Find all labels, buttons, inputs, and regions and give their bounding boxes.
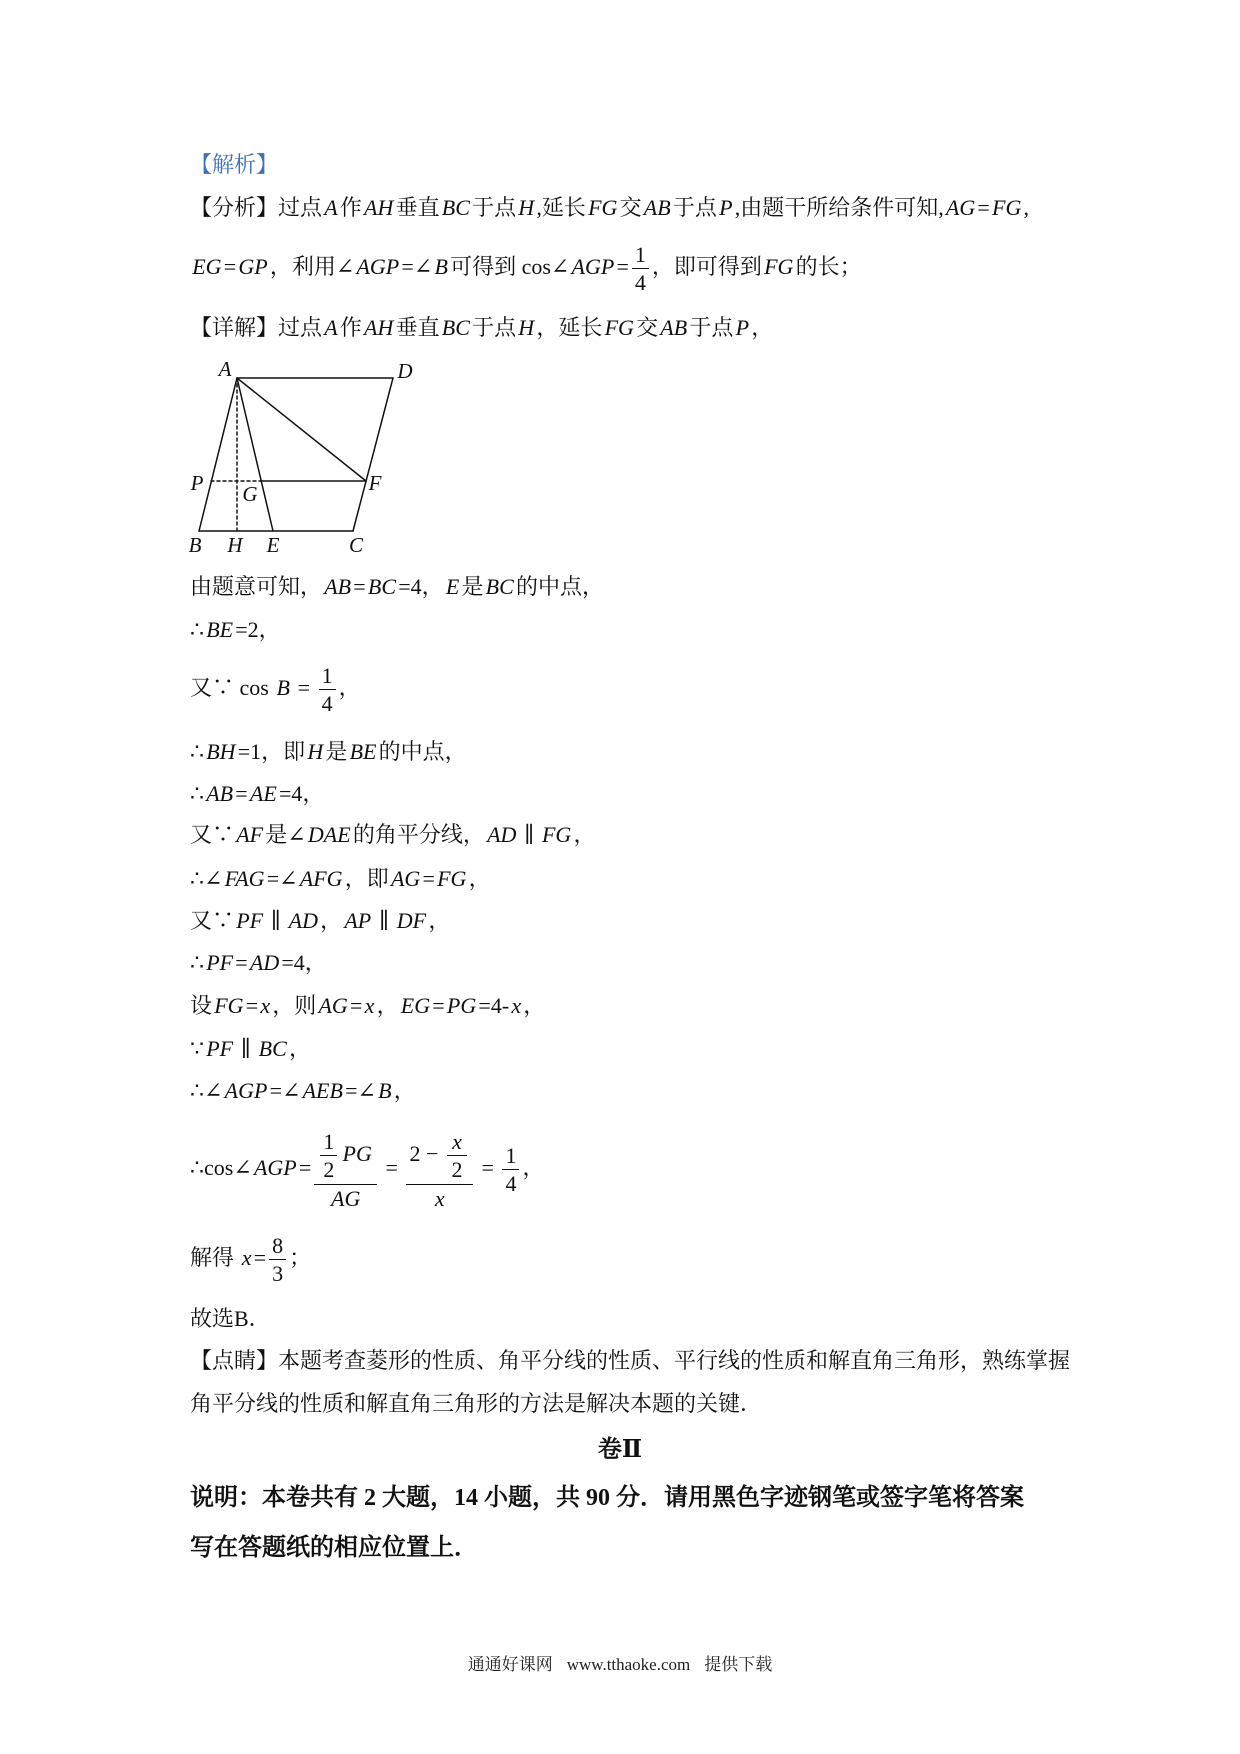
text-run: 作 [339, 195, 362, 220]
text-run: 解得 [190, 1244, 240, 1270]
text-run: ， [522, 1154, 545, 1180]
solution-step-14 [190, 1233, 311, 1287]
math-variable: AG [331, 1185, 361, 1211]
text-run: 又∵ [190, 822, 235, 847]
text-run: =∠ [345, 1078, 376, 1103]
math-variable: AG [318, 993, 348, 1018]
fraction-denominator [447, 1156, 467, 1182]
text-run: 1 [321, 663, 333, 688]
point-label-h: H [227, 533, 243, 557]
text-run: =4， [281, 950, 327, 975]
text-run: ∥ [373, 908, 395, 933]
math-variable: PG [446, 993, 477, 1018]
fraction-denominator [319, 690, 336, 716]
fraction [406, 1129, 473, 1211]
text-run: ∴∠ [190, 1078, 223, 1103]
math-variable: AB [660, 315, 688, 340]
fraction-denominator [502, 1170, 519, 1196]
text-run: 由题意可知， [190, 574, 323, 599]
math-variable: x [434, 1185, 445, 1211]
point-label-f: F [368, 471, 382, 495]
fraction-denominator [632, 269, 649, 295]
math-variable: AH [364, 315, 394, 340]
math-variable: AB [324, 574, 352, 599]
text-run: ， [751, 315, 774, 340]
math-variable: EG [400, 993, 431, 1018]
math-variable: AD [288, 908, 318, 933]
instructions-line-2: 写在答题纸的相应位置上． [190, 1535, 478, 1561]
point-label-a: A [218, 357, 232, 381]
fraction [447, 1129, 467, 1183]
math-variable: PG [342, 1140, 372, 1166]
math-variable: P [735, 315, 750, 340]
text-run: 1 [634, 242, 646, 267]
math-variable: AG [945, 195, 976, 220]
text-run: 又∵ [190, 908, 235, 933]
text-run: = [292, 674, 316, 700]
text-run: ∴∠ [190, 866, 223, 891]
fraction-numerator [320, 1129, 337, 1156]
part-title: 卷Ⅱ [597, 1437, 643, 1463]
text-run: 是∠ [265, 822, 306, 847]
solution-step-6 [190, 819, 595, 851]
text-run: ∴ [190, 781, 204, 806]
math-variable: FAG [224, 866, 265, 891]
text-run: ∴ [190, 617, 204, 642]
text-run: 于点 [472, 315, 517, 340]
text-run: 3 [272, 1261, 284, 1287]
geometry-figure [180, 355, 420, 560]
text-run: 交 [636, 315, 659, 340]
math-variable: BC [367, 574, 397, 599]
text-run: ，则 [272, 993, 317, 1018]
text-run: 【分析】过点 [190, 195, 323, 220]
fraction [502, 1143, 519, 1197]
fraction [319, 663, 336, 717]
text-run: =2， [235, 617, 281, 642]
math-variable: AG [390, 866, 421, 891]
instructions-line-1: 说明：本卷共有 2 大题，14 小题，共 90 分．请用黑色字迹钢笔或签字笔将答案 [190, 1485, 1024, 1511]
math-variable: A [324, 315, 338, 340]
math-variable: P [719, 195, 733, 220]
text-run: ∵ [190, 1036, 204, 1061]
text-run: = [245, 993, 259, 1018]
text-run: ∴ [190, 950, 204, 975]
footer-url: www.tthaoke.com [566, 1655, 691, 1674]
text-run: ∥ [265, 908, 287, 933]
point-label-g: G [242, 482, 258, 506]
math-variable: EG [192, 253, 222, 279]
text-run: 【详解】过点 [190, 315, 323, 340]
text-run: 4 [505, 1171, 517, 1197]
solution-step-12 [190, 1075, 416, 1107]
math-variable: H [307, 739, 324, 764]
fraction [632, 242, 649, 296]
text-run: ∥ [235, 1036, 257, 1061]
fraction [320, 1129, 337, 1183]
segment-af [237, 378, 366, 481]
solution-step-8 [190, 905, 450, 937]
math-variable: FG [541, 822, 572, 847]
text-run: = [353, 574, 366, 599]
solution-step-7 [190, 863, 491, 895]
text-run: ，即可得到 [651, 253, 762, 279]
solution-step-4 [190, 736, 467, 768]
text-run: ， [393, 1078, 416, 1103]
fraction-numerator [502, 1143, 519, 1170]
math-variable: B [434, 253, 448, 279]
math-variable: AFG [299, 866, 343, 891]
segment-dc [353, 378, 393, 531]
text-run: 4 [321, 691, 333, 717]
math-variable: BH [206, 739, 236, 764]
math-variable: PF [206, 950, 234, 975]
text-run: 是 [325, 739, 348, 764]
math-variable: AGP [571, 253, 615, 279]
text-run: ，延长 [536, 315, 603, 340]
segment-ab [199, 378, 237, 531]
text-run: ， [468, 866, 491, 891]
answer-line [190, 1303, 271, 1335]
text-run: = [476, 1154, 500, 1180]
solution-step-2 [190, 614, 281, 646]
math-variable: PF [206, 1036, 234, 1061]
math-variable: H [518, 315, 535, 340]
text-run: 2 [451, 1157, 463, 1183]
fraction-denominator [314, 1185, 377, 1211]
text-run: ,延长 [536, 195, 586, 220]
math-variable: FG [437, 866, 467, 891]
text-run: = [298, 1154, 312, 1180]
fraction-numerator [447, 1129, 467, 1156]
text-run: =4， [278, 781, 325, 806]
math-variable: AF [236, 822, 264, 847]
text-run: = [422, 866, 435, 891]
math-variable: FG [992, 195, 1022, 220]
fraction-denominator [320, 1156, 337, 1182]
math-variable: AGP [253, 1154, 297, 1180]
math-variable: BC [485, 574, 514, 599]
fraction-denominator [269, 1260, 286, 1286]
math-variable: FG [214, 993, 244, 1018]
text-run: = [235, 950, 248, 975]
text-run: ∴ [190, 739, 204, 764]
text-run: = [380, 1154, 404, 1180]
math-variable: GP [238, 253, 268, 279]
footer-site-name: 通通好课网 [467, 1655, 553, 1674]
math-variable: AD [249, 950, 280, 975]
solution-step-3 [190, 663, 361, 717]
section-label: 【解析】 [190, 152, 279, 177]
math-variable: PF [236, 908, 264, 933]
text-run: 又∵ cos [190, 674, 275, 700]
fraction-numerator [269, 1233, 286, 1260]
analysis-line-1 [190, 192, 1029, 224]
text-run: ， [320, 908, 343, 933]
text-run: 垂直 [395, 315, 440, 340]
text-run: =4- [478, 993, 510, 1018]
text-run: 于点 [689, 315, 734, 340]
text-run: ,由题干所给条件可知, [734, 195, 944, 220]
math-variable: x [452, 1129, 462, 1154]
text-run: = [350, 993, 363, 1018]
text-run: ， [338, 674, 361, 700]
math-variable: x [260, 993, 271, 1018]
text-run: 于点 [672, 195, 717, 220]
comment-line-1: 【点睛】本题考查菱形的性质、角平分线的性质、平行线的性质和解直角三角形，熟练掌握 [190, 1348, 1071, 1373]
text-run: ，利用∠ [269, 253, 355, 279]
text-run: =∠ [266, 866, 298, 891]
text-run: 的中点， [378, 739, 467, 764]
math-variable: E [445, 574, 460, 599]
math-variable: A [324, 195, 338, 220]
text-run: = [253, 1244, 267, 1270]
text-run: ， [288, 1036, 311, 1061]
text-run: 作 [339, 315, 362, 340]
fraction-denominator [406, 1185, 473, 1211]
text-run: =4， [398, 574, 444, 599]
segment-ae [237, 378, 273, 531]
text-run: 可得到 cos∠ [450, 253, 570, 279]
comment-line-2: 角平分线的性质和解直角三角形的方法是解决本题的关键． [190, 1391, 763, 1416]
solution-step-5 [190, 778, 324, 810]
text-run: 是 [461, 574, 484, 599]
math-variable: AP [344, 908, 372, 933]
analysis-line-2 [190, 242, 862, 296]
text-run: 1 [323, 1129, 335, 1154]
math-variable: FG [764, 253, 794, 279]
text-run: , [1023, 195, 1030, 220]
page-footer [0, 1653, 1240, 1677]
math-variable: AE [249, 781, 277, 806]
text-run: 2 − [409, 1140, 444, 1166]
math-variable: H [518, 195, 535, 220]
fraction-numerator [314, 1129, 377, 1185]
text-run: ∥ [518, 822, 540, 847]
solution-step-1 [190, 571, 604, 603]
text-run: 故选B． [190, 1306, 271, 1331]
text-run: =∠ [269, 1078, 301, 1103]
point-label-d: D [397, 359, 413, 383]
fraction-numerator [406, 1129, 473, 1185]
point-label-p: P [190, 471, 204, 495]
math-variable: BC [441, 195, 470, 220]
solution-step-13 [190, 1129, 544, 1211]
math-variable: AGP [224, 1078, 268, 1103]
math-variable: BC [258, 1036, 287, 1061]
text-run: ， [376, 993, 399, 1018]
math-variable: AB [643, 195, 671, 220]
text-run: 的角平分线， [352, 822, 485, 847]
point-label-e: E [266, 533, 280, 557]
math-variable: x [511, 993, 522, 1018]
text-run: 8 [272, 1233, 284, 1258]
math-variable: DF [396, 908, 427, 933]
math-variable: B [276, 674, 290, 700]
point-label-b: B [188, 533, 202, 557]
point-label-c: C [348, 533, 364, 557]
footer-note: 提供下载 [704, 1655, 773, 1674]
text-run: ，即 [344, 866, 389, 891]
text-run: ， [523, 993, 546, 1018]
math-variable: AH [364, 195, 394, 220]
text-run: = [432, 993, 445, 1018]
text-run: =∠ [401, 253, 433, 279]
text-run: 的中点， [515, 574, 604, 599]
text-run: ； [289, 1244, 312, 1270]
math-variable: BE [206, 617, 234, 642]
text-run: 垂直 [395, 195, 440, 220]
text-run: ， [428, 908, 451, 933]
text-run: 1 [505, 1143, 517, 1169]
text-run: = [616, 253, 629, 279]
text-run: ∴cos∠ [190, 1154, 252, 1180]
math-variable: FG [604, 315, 634, 340]
math-variable: BC [441, 315, 470, 340]
text-run: 的长； [795, 253, 862, 279]
math-variable: AB [206, 781, 234, 806]
math-variable: AEB [302, 1078, 343, 1103]
solution-step-10 [190, 990, 545, 1022]
math-variable: x [364, 993, 375, 1018]
fraction [269, 1233, 286, 1287]
text-run: 设 [190, 993, 213, 1018]
math-variable: x [241, 1244, 252, 1270]
text-run: = [235, 781, 248, 806]
solution-step-11 [190, 1033, 311, 1065]
solution-step-9 [190, 947, 327, 979]
text-run: 4 [634, 270, 646, 296]
text-run: = [223, 253, 237, 279]
math-variable: AGP [356, 253, 400, 279]
fraction-numerator [319, 663, 336, 690]
text-run: =1，即 [237, 739, 306, 764]
fraction-numerator [632, 242, 649, 269]
math-variable: FG [588, 195, 618, 220]
text-run: = [977, 195, 990, 220]
fraction [314, 1129, 377, 1211]
text-run: 2 [323, 1157, 335, 1183]
math-variable: AD [487, 822, 517, 847]
text-run: 于点 [472, 195, 517, 220]
math-variable: BE [349, 739, 377, 764]
text-run: 交 [619, 195, 642, 220]
text-run: ， [573, 822, 596, 847]
math-variable: B [378, 1078, 392, 1103]
detail-intro-line [190, 312, 773, 344]
math-variable: DAE [307, 822, 351, 847]
